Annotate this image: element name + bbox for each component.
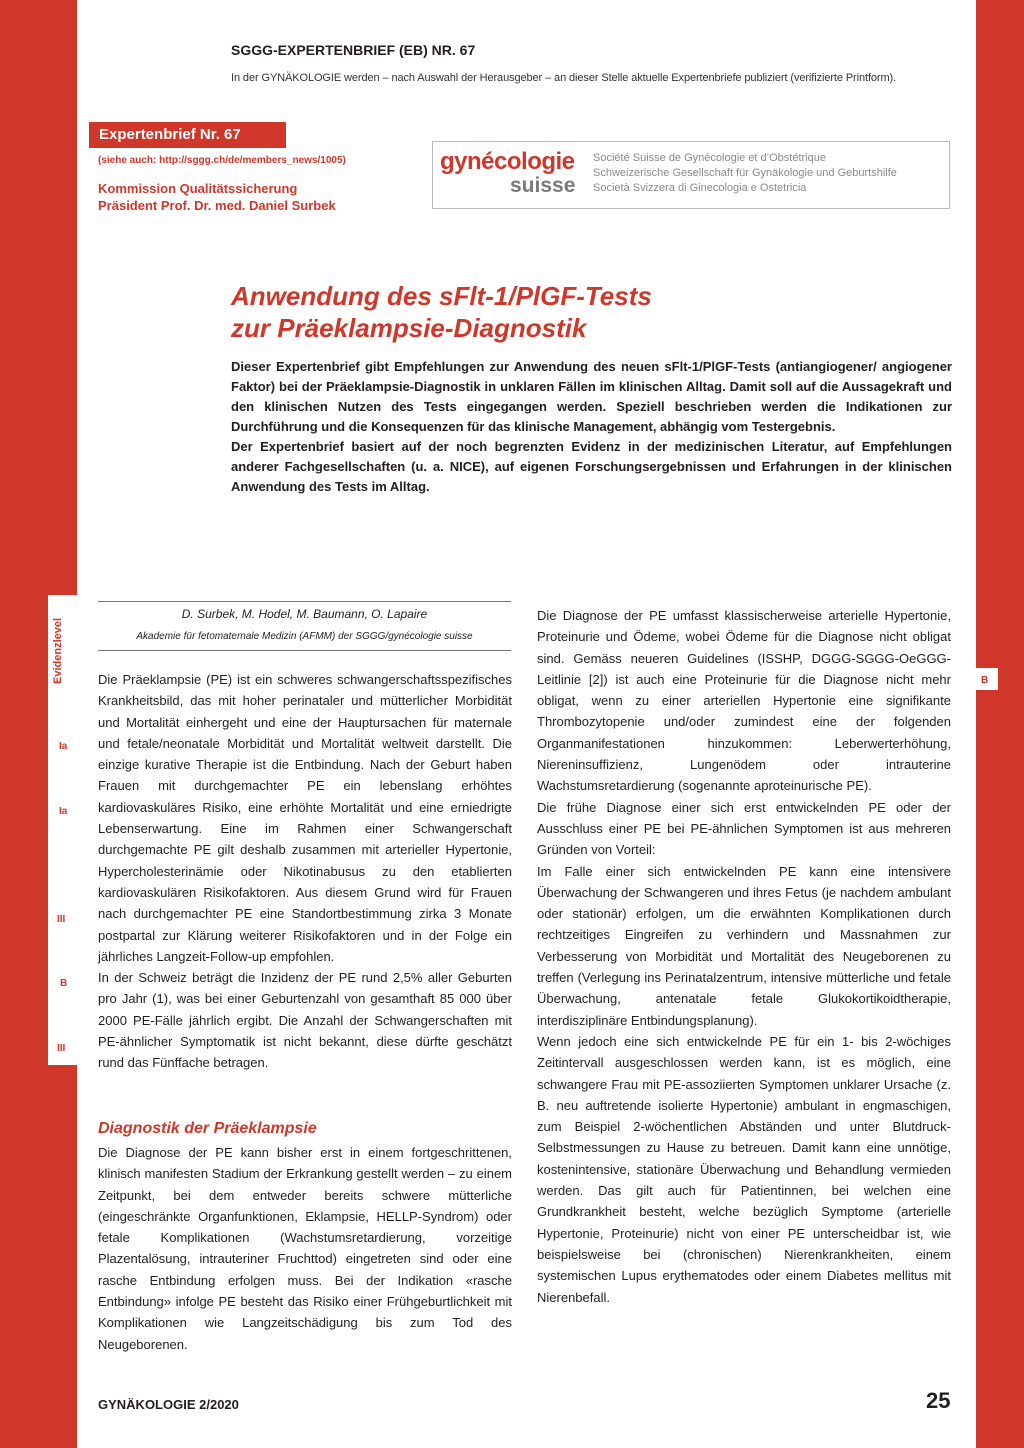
author-rule-top [98, 601, 511, 602]
abstract-paragraph-2: Der Expertenbrief basiert auf der noch begrenzten Evidenz in der medizinischen Literatur, auf Empfehlungen anderer Fachgesellschaften (u. a. NICE), auf eigenen Forschungsergebnissen und Erfahrungen in der klinischen Anwendung des Tests im Alltag. [231, 439, 952, 494]
abstract [231, 357, 952, 497]
body-paragraph: Die frühe Diagnose einer sich erst entwickelnden PE oder der Ausschluss einer PE bei PE-ähnlichen Symptomen ist aus mehreren Gründen von Vorteil: [537, 799, 951, 858]
series-note: In der GYNÄKOLOGIE werden – nach Auswahl der Herausgeber – an dieser Stelle aktuelle Expertenbriefe publiziert (verifizierte Printform). [231, 72, 897, 84]
footer-journal: GYNÄKOLOGIE 2/2020 [98, 1397, 239, 1412]
evidence-level-6: B [60, 978, 68, 989]
author-affiliation: Akademie für fetomaternale Medizin (AFMM) der SGGG/gynécologie suisse [136, 631, 473, 642]
evidence-level-5: III [57, 1043, 66, 1054]
right-accent-bar [976, 0, 1024, 1448]
commission-block [98, 180, 336, 214]
page-number: 25 [926, 1388, 951, 1413]
evidence-level-2: Ia [59, 806, 68, 817]
society-names [593, 151, 897, 196]
logo-wordmark-sub: suisse [510, 174, 576, 197]
article-title-line-2: zur Präeklampsie-Diagnostik [231, 313, 587, 343]
abstract-paragraph-1: Dieser Expertenbrief gibt Empfehlungen zur Anwendung des neuen sFlt-1/PlGF-Tests (antiangiogener/ angiogener Faktor) bei der Präeklampsie-Diagnostik in unklaren Fällen im klinischen Alltag. Damit soll auf die Aussagekraft und den klinischen Nutzen des Tests eingegangen werden. Speziell beschrieben werden die Indikationen zur Durchführung und die Konsequenzen für das klinische Management, abhängig vom Testergebnis. [231, 359, 952, 434]
society-name-fr: Société Suisse de Gynécologie et d’Obstétrique [593, 152, 826, 164]
author-rule-bottom [98, 650, 511, 651]
commission-president: Präsident Prof. Dr. med. Daniel Surbek [98, 198, 336, 213]
author-list: D. Surbek, M. Hodel, M. Baumann, O. Lapaire [181, 607, 428, 621]
commission-name: Kommission Qualitätssicherung [98, 181, 298, 196]
body-left-column-bottom [98, 1142, 512, 1355]
body-paragraph: Wenn jedoch eine sich entwickelnde PE für ein 1- bis 2-wöchiges Zeitintervall ausgeschlossen werden kann, ist es möglich, eine schwangere Frau mit PE-assoziierten Symptomen unklarer Ursache (z. B. neu auftretende isolierte Hypertonie) ambulant in engmaschigen, zum Beispiel 2-wöchentlichen Abständen und unter Blutdruck-Selbstmessungen zu Hause zu betreuen. Damit kann eine unnötige, kostenintensive, stationäre Überwachung und Behandlung vermieden werden. Das gilt auch für Patientinnen, bei welchen eine Grundkrankheit besteht, welche bezüglich Symptome (arterielle Hypertonie, Proteinurie) nicht von einer PE unterscheidbar ist, wie beispielsweise bei (chronischen) Nierenkrankheiten, einem systemischen Lupus erythematodes oder einem Diabetes mellitus mit Nierenbefall. [537, 1033, 951, 1305]
series-title: SGGG-EXPERTENBRIEF (EB) NR. 67 [231, 42, 476, 58]
logo-wordmark: gynécologie [440, 148, 575, 175]
body-paragraph: Die Präeklampsie (PE) ist ein schweres schwangerschaftsspezifisches Krankheitsbild, das mit hoher perinataler und mütterlicher Morbidität und Mortalität einhergeht und eine der Hauptursachen für maternale und fetale/neonatale Morbidität und Mortalität weltweit darstellt. Die einzige kurative Therapie ist die Entbindung. Nach der Geburt haben Frauen mit durchgemachter PE ein lebenslang erhöhtes kardiovaskuläres Risiko, eine erhöhte Mortalität und eine erniedrigte Lebenserwartung. Eine im Rahmen einer Schwangerschaft durchgemachte PE gilt deshalb zusammen mit arterieller Hypertonie, Hypercholesterinämie oder Nikotinabusus zu den etablierten kardiovaskulären Risikofaktoren. Aus diesem Grund wird für Frauen nach durchgemachter PE eine Standortbestimmung zirka 3 Monate postpartal zur Klärung weiterer Risikofaktoren und in der Folge ein jährliches Langzeit-Follow-up empfohlen. [98, 672, 512, 964]
society-name-it: Società Svizzera di Ginecologia e Ostetricia [593, 182, 807, 194]
body-paragraph: Im Falle einer sich entwickelnden PE kann eine intensivere Überwachung der Schwangeren und ihres Fetus (je nachdem ambulant oder stationär) erfolgen, um die erwähnten Komplikationen durch rechtzeitiges Eingreifen zu verhindern und Massnahmen zur Verbesserung von Morbidität und Mortalität des Neugeborenen zu treffen (Verlegung ins Perinatalzentrum, intensive mütterliche und fetale Überwachung, antenatale fetale Glukokortikoidtherapie, interdisziplinäre Entbindungsplanung). [537, 863, 951, 1028]
evidence-level-4: B [981, 675, 989, 686]
article-title [231, 280, 652, 344]
article-title-line-1: Anwendung des sFlt-1/PlGF-Tests [231, 281, 652, 311]
body-paragraph: Die Diagnose der PE umfasst klassischerweise arterielle Hypertonie, Proteinurie und Ödeme, wobei Ödeme für die Diagnose nicht obligat sind. Gemäss neueren Guidelines (ISSHP, DGGG-SGGG-OeGGG-Leitlinie [2]) ist auch eine Proteinurie für die Diagnose nicht mehr obligat, wenn zu einer arteriellen Hypertonie eine signifikante Thrombozytopenie und/oder zumindest eine der folgenden Organmanifestationen hinzukommen: Leberwerterhöhung, Niereninsuffizienz, Lungenödem oder intrauterine Wachstumsretardierung (sogenannte aproteinurische PE). [537, 608, 951, 794]
expertbrief-label: Expertenbrief Nr. 67 [89, 122, 286, 148]
body-paragraph: Die Diagnose der PE kann bisher erst in einem fortgeschrittenen, klinisch manifesten Stadium der Erkrankung gestellt werden – zu einem Zeitpunkt, bei dem entweder bereits schwere mütterliche (eingeschränkte Organfunktionen, Eklampsie, HELLP-Syndrom) oder fetale Komplikationen (Wachstumsretardierung, vorzeitige Plazentalösung, intrauteriner Fruchttod) eingetreten sind oder eine rasche Entbindung erfolgen muss. Bei der Indikation «rasche Entbindung» infolge PE besteht das Risiko einer Frühgeburtlichkeit mit Komplikationen wie Langzeitschädigung bis zum Tod des Neugeborenen. [98, 1145, 512, 1352]
body-right-column [537, 605, 951, 1308]
evidence-level-3: III [57, 914, 66, 925]
society-name-de: Schweizerische Gesellschaft für Gynäkologie und Geburtshilfe [593, 167, 897, 179]
section-heading: Diagnostik der Präeklampsie [98, 1120, 317, 1137]
expertbrief-link[interactable]: (siehe auch: http://sggg.ch/de/members_news/1005) [98, 155, 346, 166]
body-paragraph: In der Schweiz beträgt die Inzidenz der PE rund 2,5% aller Geburten pro Jahr (1), was bei einer Geburtenzahl von gesamthaft 85 000 über 2000 PE-Fälle jährlich ergibt. Die Anzahl der Schwangerschaften mit PE-ähnlicher Symptomatik ist nicht bekannt, diese dürfte geschätzt rund das Fünffache betragen. [98, 970, 512, 1071]
body-left-column-top [98, 669, 512, 1074]
evidence-level-label: Evidenzlevel [52, 617, 64, 684]
evidence-level-1: Ia [59, 741, 68, 752]
